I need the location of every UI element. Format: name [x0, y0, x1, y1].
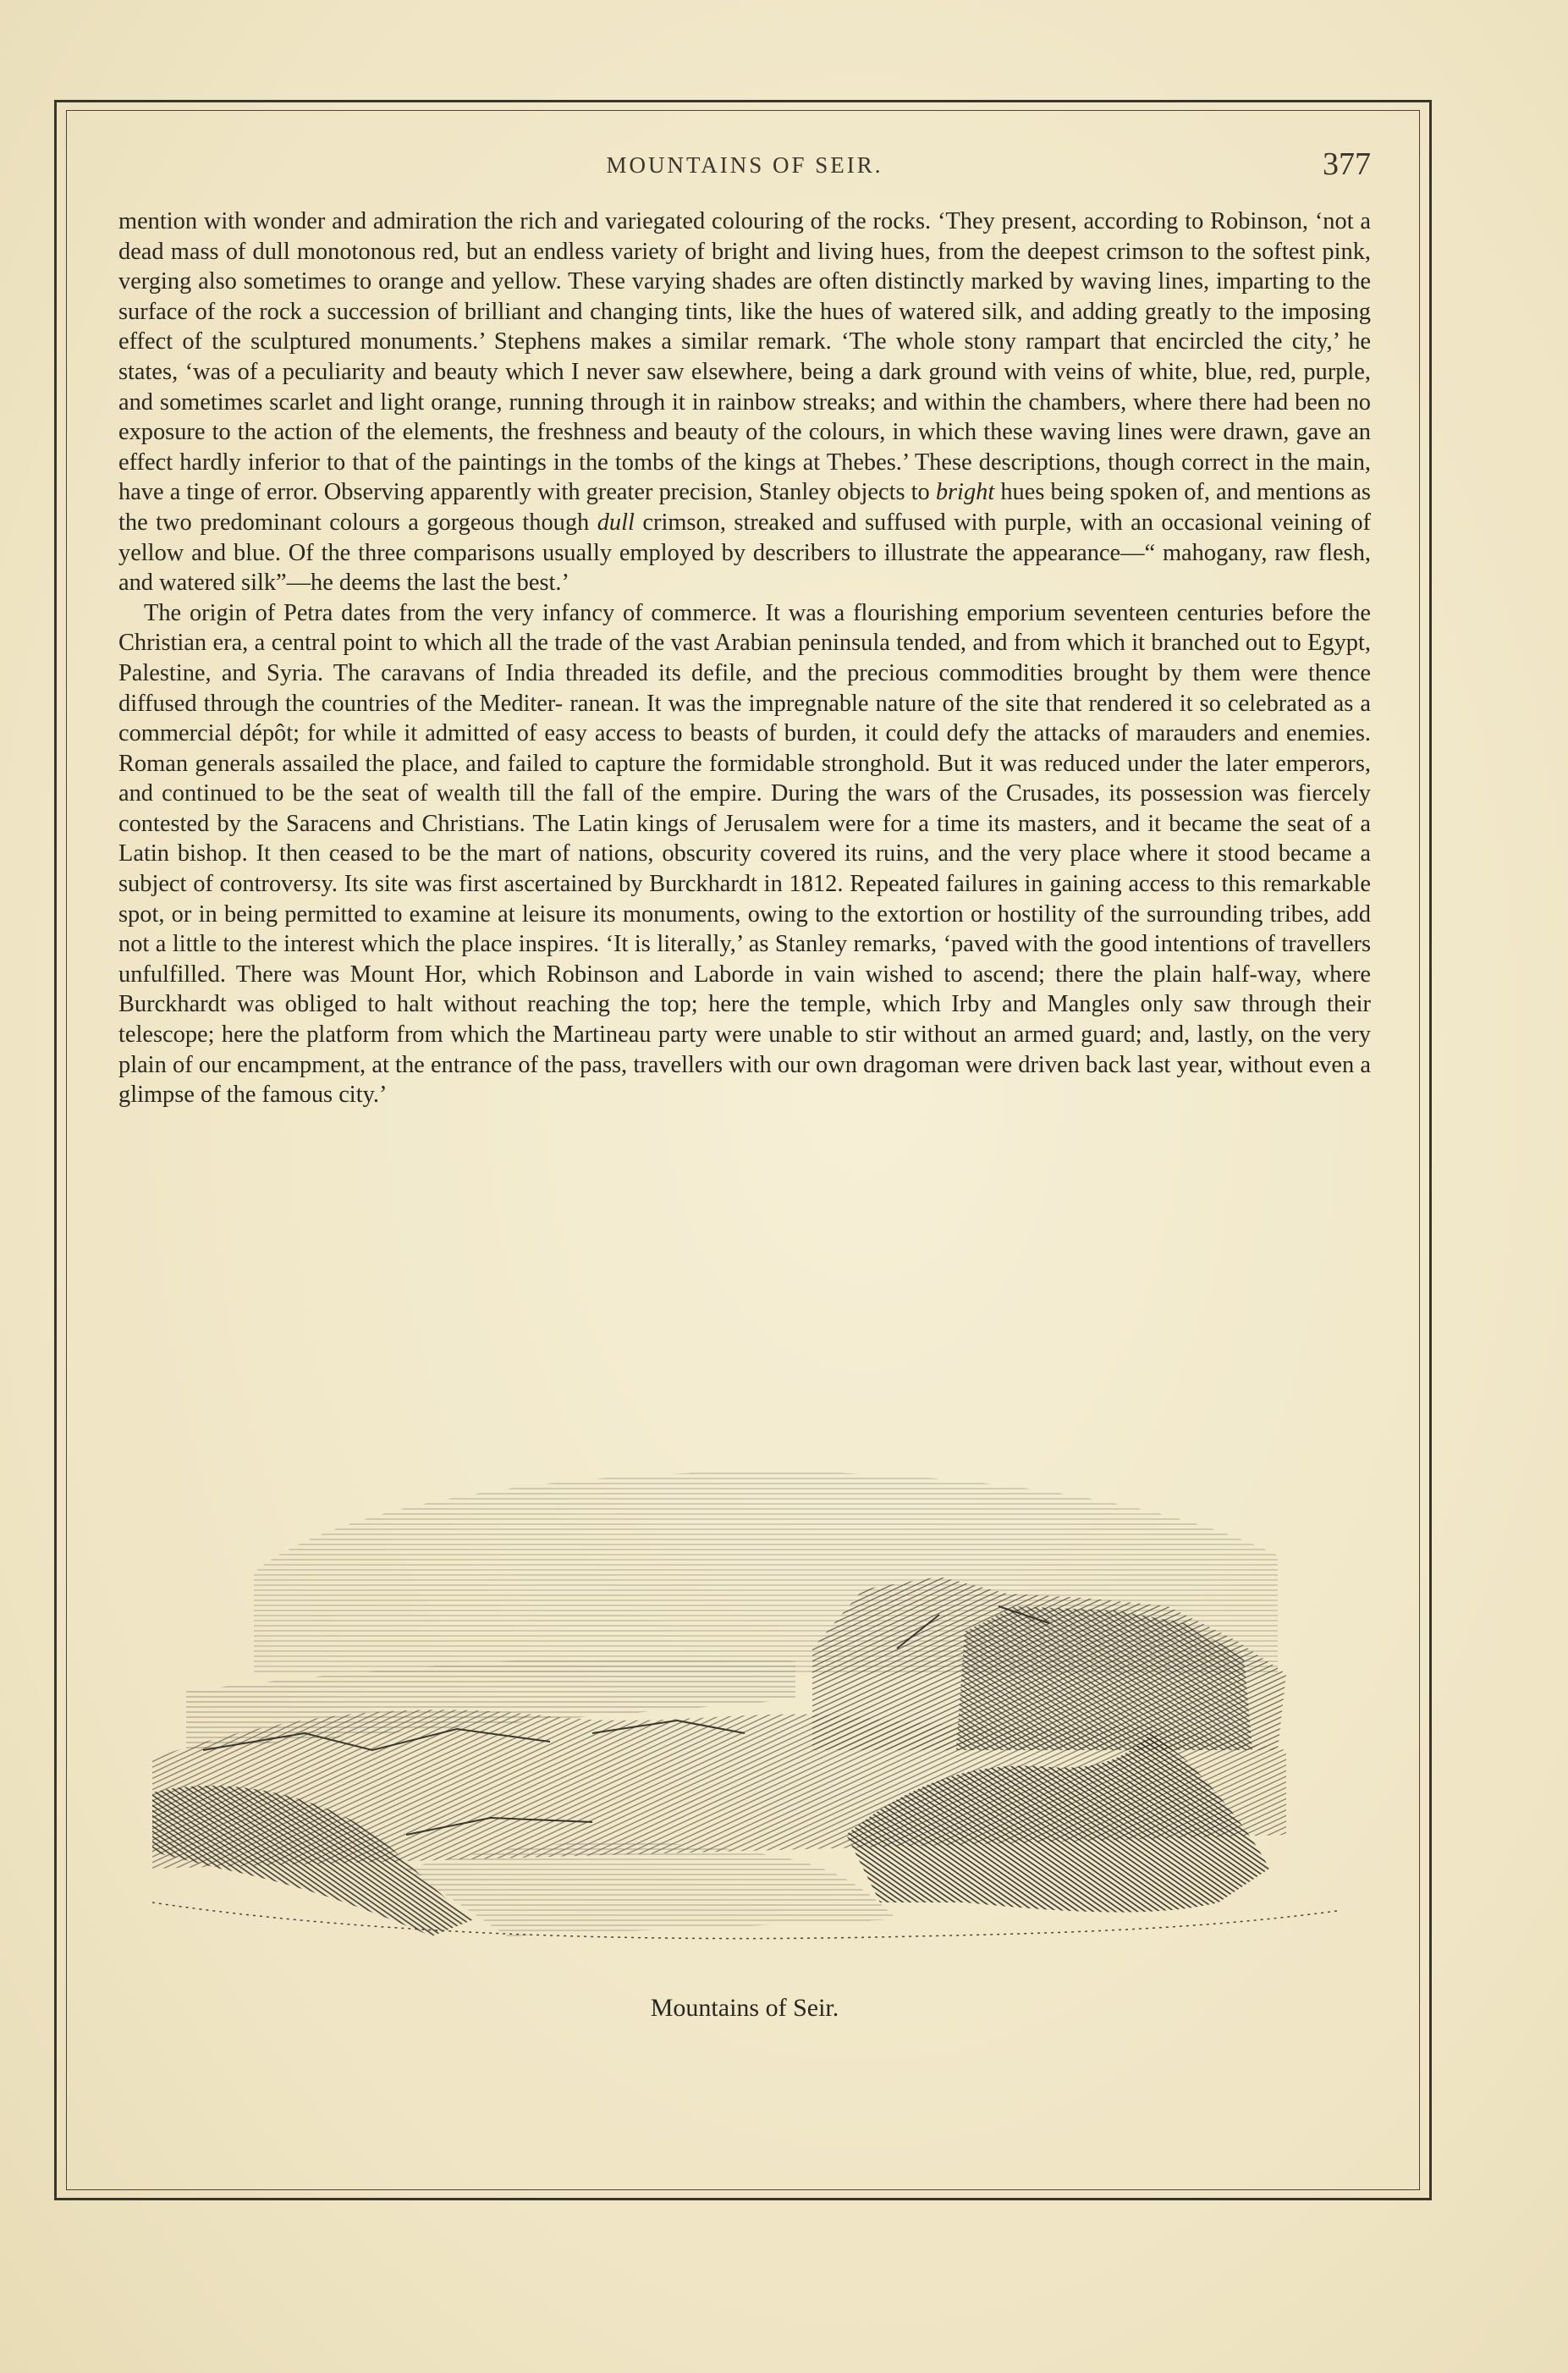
running-head	[118, 146, 1371, 188]
valley-floor	[406, 1842, 897, 1936]
paragraph-1-part-a: mention with wonder and admiration the rich and variegated colouring of the rocks. ‘They present, according to Robinson, ‘not a dead mass of dull monotonous red, but an endless variety of bright and living hues, from the deepest crimson to the softest pink, verging also sometimes to orange and yellow. These varying shades are often distinctly marked by waving lines, imparting to the surface of the rock a succession of brilliant and changing tints, like the hues of watered silk, and adding greatly to the imposing effect of the sculptured monuments.’ Stephens makes a similar remark. ‘The whole stony rampart that encircled the city,’ he states, ‘was of a peculiarity and beauty which I never saw elsewhere, being a dark ground with veins of white, blue, red, purple, and sometimes scarlet and light orange, running through it in rainbow streaks; and within the chambers, where there had been no exposure to the action of the elements, the freshness and beauty of the colours, in which these waving lines were drawn, gave an effect hardly inferior to that of the paintings in the tombs of the kings at Thebes.’ These descriptions, though correct in the main, have a tinge of error. Observing apparently with greater precision, Stanley objects to	[118, 208, 1371, 506]
emphasis-dull: dull	[597, 509, 635, 536]
paragraph-1-part-c: crimson, streaked and suffused with purple, with an occasional veining of yellow and blue. Of the three comparisons usually employed by describers to illustrate the appearance—“ mahogany, raw flesh, and watered silk”—he deems the last the best.’	[118, 509, 1371, 597]
page-number: 377	[1323, 146, 1371, 182]
figure-caption: Mountains of Seir.	[650, 1994, 839, 2022]
running-title: MOUNTAINS OF SEIR.	[606, 152, 883, 178]
emphasis-bright: bright	[935, 479, 995, 506]
mountains-engraving	[152, 1395, 1362, 1945]
paragraph-2: The origin of Petra dates from the very infancy of commerce. It was a flourishing emporium seventeen centuries before the Christian era, a central point to which all the trade of the vast Arabian peninsula tended, and from which it branched out to Egypt, Palestine, and Syria. The caravans of India threaded its defile, and the precious commodities brought by them were thence diffused through the countries of the Mediter- ranean. It was the impregnable nature of the site that rendered it so celebrated as a commercial dépôt; for while it admitted of easy access to beasts of burden, it could defy the attacks of marauders and enemies. Roman generals assailed the place, and failed to capture the formidable stronghold. But it was reduced under the later emperors, and continued to be the seat of wealth till the fall of the empire. During the wars of the Crusades, its possession was fiercely contested by the Saracens and Christians. The Latin kings of Jerusalem were for a time its masters, and it became the seat of a Latin bishop. It then ceased to be the mart of nations, obscurity covered its ruins, and the very place where it stood became a subject of controversy. Its site was first ascertained by Burckhardt in 1812. Repeated failures in gaining access to this remarkable spot, or in being permitted to examine at leisure its monuments, owing to the extortion or hostility of the surrounding tribes, add not a little to the interest which the place inspires. ‘It is literally,’ as Stanley remarks, ‘paved with the good intentions of travellers unfulfilled. There was Mount Hor, which Robinson and Laborde in vain wished to ascend; there the plain half-way, where Burckhardt was obliged to halt without reaching the top; here the temple, which Irby and Mangles only saw through their telescope; here the platform from which the Martineau party were unable to stir without an armed guard; and, lastly, on the very plain of our encampment, at the entrance of the pass, travellers with our own dragoman were driven back last year, without even a glimpse of the famous city.’	[118, 599, 1371, 1109]
body-text	[118, 206, 1371, 1110]
paragraph-1-part-b: hues being spoken of, and mentions as the two predominant colours a gorgeous though	[118, 479, 1371, 536]
paragraph-1	[118, 206, 1371, 598]
